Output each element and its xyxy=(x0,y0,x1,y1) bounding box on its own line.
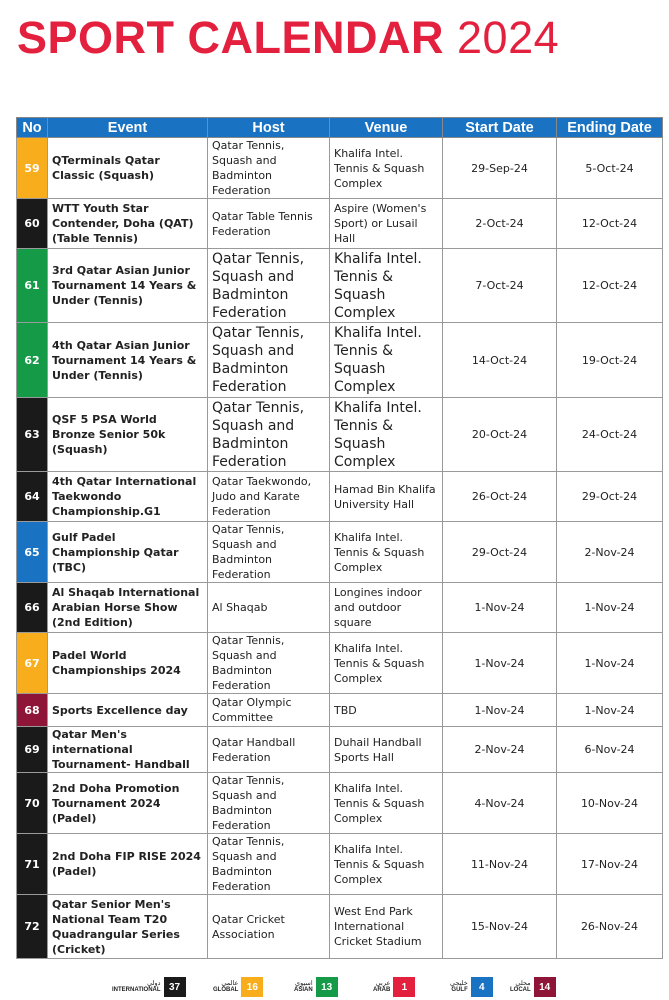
ending-date: 6-Nov-24 xyxy=(557,727,663,773)
event-name: Al Shaqab International Arabian Horse Show (2nd Edition) xyxy=(48,583,208,633)
event-number: 63 xyxy=(17,398,48,472)
column-header-start-date: Start Date xyxy=(443,118,557,138)
event-number: 68 xyxy=(17,694,48,727)
legend-label-english: INTERNATIONAL xyxy=(112,987,161,993)
event-host: Qatar Tennis, Squash and Badminton Federation xyxy=(208,398,330,472)
event-host: Qatar Tennis, Squash and Badminton Federation xyxy=(208,249,330,323)
legend-label-english: ARAB xyxy=(373,987,391,993)
legend-count: 14 xyxy=(534,977,556,997)
title-year: 2024 xyxy=(457,12,560,63)
start-date: 2-Oct-24 xyxy=(443,199,557,249)
event-name: Gulf Padel Championship Qatar (TBC) xyxy=(48,522,208,583)
start-date: 11-Nov-24 xyxy=(443,834,557,895)
event-host: Qatar Tennis, Squash and Badminton Federation xyxy=(208,323,330,398)
ending-date: 12-Oct-24 xyxy=(557,199,663,249)
event-number: 72 xyxy=(17,895,48,959)
ending-date: 10-Nov-24 xyxy=(557,773,663,834)
table-row xyxy=(17,895,663,959)
event-name: 3rd Qatar Asian Junior Tournament 14 Years & Under (Tennis) xyxy=(48,249,208,323)
event-name: Sports Excellence day xyxy=(48,694,208,727)
event-number: 60 xyxy=(17,199,48,249)
start-date: 15-Nov-24 xyxy=(443,895,557,959)
start-date: 2-Nov-24 xyxy=(443,727,557,773)
legend-label-arabic: عالمي xyxy=(221,980,239,987)
event-host: Qatar Cricket Association xyxy=(208,895,330,959)
event-name: WTT Youth Star Contender, Doha (QAT) (Table Tennis) xyxy=(48,199,208,249)
legend-item-global xyxy=(213,977,263,997)
event-venue: Khalifa Intel. Tennis & Squash Complex xyxy=(330,398,443,472)
event-venue: Duhail Handball Sports Hall xyxy=(330,727,443,773)
legend-label-arabic: اسيوي xyxy=(295,980,313,987)
header-row xyxy=(17,118,663,138)
legend-label xyxy=(294,980,313,994)
event-number: 59 xyxy=(17,138,48,199)
ending-date: 17-Nov-24 xyxy=(557,834,663,895)
start-date: 29-Oct-24 xyxy=(443,522,557,583)
event-name: Qatar Senior Men's National Team T20 Quadrangular Series (Cricket) xyxy=(48,895,208,959)
event-venue: Aspire (Women's Sport) or Lusail Hall xyxy=(330,199,443,249)
table-row xyxy=(17,727,663,773)
table-row xyxy=(17,472,663,522)
event-venue: Hamad Bin Khalifa University Hall xyxy=(330,472,443,522)
legend-label-english: LOCAL xyxy=(510,987,531,993)
ending-date: 1-Nov-24 xyxy=(557,633,663,694)
table-row xyxy=(17,694,663,727)
ending-date: 29-Oct-24 xyxy=(557,472,663,522)
legend-count: 4 xyxy=(471,977,493,997)
legend-item-asian xyxy=(294,977,338,997)
event-host: Qatar Tennis, Squash and Badminton Federation xyxy=(208,522,330,583)
table-row xyxy=(17,583,663,633)
event-host: Qatar Table Tennis Federation xyxy=(208,199,330,249)
legend-label-arabic: دولي xyxy=(147,980,161,987)
legend-label-english: GULF xyxy=(451,987,468,993)
event-number: 67 xyxy=(17,633,48,694)
event-host: Qatar Tennis, Squash and Badminton Federation xyxy=(208,773,330,834)
legend-label xyxy=(510,980,531,994)
ending-date: 26-Nov-24 xyxy=(557,895,663,959)
legend-label xyxy=(373,980,390,994)
page-title xyxy=(17,10,559,66)
event-name: 2nd Doha FIP RISE 2024 (Padel) xyxy=(48,834,208,895)
legend-item-international xyxy=(112,977,186,997)
event-host: Qatar Tennis, Squash and Badminton Federation xyxy=(208,633,330,694)
event-venue: Khalifa Intel. Tennis & Squash Complex xyxy=(330,323,443,398)
event-number: 69 xyxy=(17,727,48,773)
ending-date: 2-Nov-24 xyxy=(557,522,663,583)
table-row xyxy=(17,138,663,199)
table-row xyxy=(17,398,663,472)
event-host: Qatar Tennis, Squash and Badminton Federation xyxy=(208,138,330,199)
event-host: Qatar Taekwondo, Judo and Karate Federation xyxy=(208,472,330,522)
event-number: 71 xyxy=(17,834,48,895)
event-venue: Khalifa Intel. Tennis & Squash Complex xyxy=(330,522,443,583)
table-row xyxy=(17,633,663,694)
legend-label xyxy=(213,980,238,994)
ending-date: 24-Oct-24 xyxy=(557,398,663,472)
event-name: QSF 5 PSA World Bronze Senior 50k (Squash) xyxy=(48,398,208,472)
event-number: 70 xyxy=(17,773,48,834)
legend-item-gulf xyxy=(450,977,493,997)
event-number: 65 xyxy=(17,522,48,583)
ending-date: 1-Nov-24 xyxy=(557,694,663,727)
legend-item-arab xyxy=(373,977,415,997)
table-row xyxy=(17,834,663,895)
legend-item-local xyxy=(510,977,556,997)
start-date: 7-Oct-24 xyxy=(443,249,557,323)
event-host: Qatar Tennis, Squash and Badminton Federation xyxy=(208,834,330,895)
start-date: 14-Oct-24 xyxy=(443,323,557,398)
event-venue: TBD xyxy=(330,694,443,727)
legend-label-arabic: عربي xyxy=(375,980,391,987)
column-header-no: No xyxy=(17,118,48,138)
event-venue: Khalifa Intel. Tennis & Squash Complex xyxy=(330,633,443,694)
event-venue: Longines indoor and outdoor square xyxy=(330,583,443,633)
start-date: 4-Nov-24 xyxy=(443,773,557,834)
event-name: Qatar Men's international Tournament- Handball xyxy=(48,727,208,773)
legend-label-english: ASIAN xyxy=(294,987,313,993)
table-row xyxy=(17,323,663,398)
column-header-event: Event xyxy=(48,118,208,138)
event-number: 62 xyxy=(17,323,48,398)
column-header-host: Host xyxy=(208,118,330,138)
start-date: 1-Nov-24 xyxy=(443,633,557,694)
legend-label-arabic: محلي xyxy=(515,980,531,987)
event-venue: Khalifa Intel. Tennis & Squash Complex xyxy=(330,249,443,323)
event-host: Al Shaqab xyxy=(208,583,330,633)
event-number: 61 xyxy=(17,249,48,323)
event-venue: West End Park International Cricket Stadium xyxy=(330,895,443,959)
table-row xyxy=(17,773,663,834)
column-header-venue: Venue xyxy=(330,118,443,138)
event-host: Qatar Olympic Committee xyxy=(208,694,330,727)
ending-date: 1-Nov-24 xyxy=(557,583,663,633)
legend-label-english: GLOBAL xyxy=(213,987,239,993)
start-date: 20-Oct-24 xyxy=(443,398,557,472)
event-name: 2nd Doha Promotion Tournament 2024 (Padel) xyxy=(48,773,208,834)
event-name: 4th Qatar International Taekwondo Championship.G1 xyxy=(48,472,208,522)
legend-label xyxy=(112,980,161,994)
ending-date: 5-Oct-24 xyxy=(557,138,663,199)
ending-date: 12-Oct-24 xyxy=(557,249,663,323)
event-host: Qatar Handball Federation xyxy=(208,727,330,773)
event-venue: Khalifa Intel. Tennis & Squash Complex xyxy=(330,138,443,199)
event-venue: Khalifa Intel. Tennis & Squash Complex xyxy=(330,834,443,895)
event-number: 66 xyxy=(17,583,48,633)
start-date: 29-Sep-24 xyxy=(443,138,557,199)
table-row xyxy=(17,522,663,583)
legend-label-arabic: خليجي xyxy=(450,980,468,987)
event-name: Padel World Championships 2024 xyxy=(48,633,208,694)
start-date: 1-Nov-24 xyxy=(443,694,557,727)
legend-count: 16 xyxy=(241,977,263,997)
start-date: 1-Nov-24 xyxy=(443,583,557,633)
legend-label xyxy=(450,980,468,994)
event-venue: Khalifa Intel. Tennis & Squash Complex xyxy=(330,773,443,834)
start-date: 26-Oct-24 xyxy=(443,472,557,522)
table-row xyxy=(17,249,663,323)
legend-count: 37 xyxy=(164,977,186,997)
table-row xyxy=(17,199,663,249)
legend-count: 1 xyxy=(393,977,415,997)
sport-calendar-table xyxy=(16,117,663,959)
column-header-ending-date: Ending Date xyxy=(557,118,663,138)
event-name: QTerminals Qatar Classic (Squash) xyxy=(48,138,208,199)
ending-date: 19-Oct-24 xyxy=(557,323,663,398)
title-text: SPORT CALENDAR xyxy=(17,12,445,63)
legend-count: 13 xyxy=(316,977,338,997)
event-number: 64 xyxy=(17,472,48,522)
event-name: 4th Qatar Asian Junior Tournament 14 Years & Under (Tennis) xyxy=(48,323,208,398)
category-legend xyxy=(0,977,669,999)
